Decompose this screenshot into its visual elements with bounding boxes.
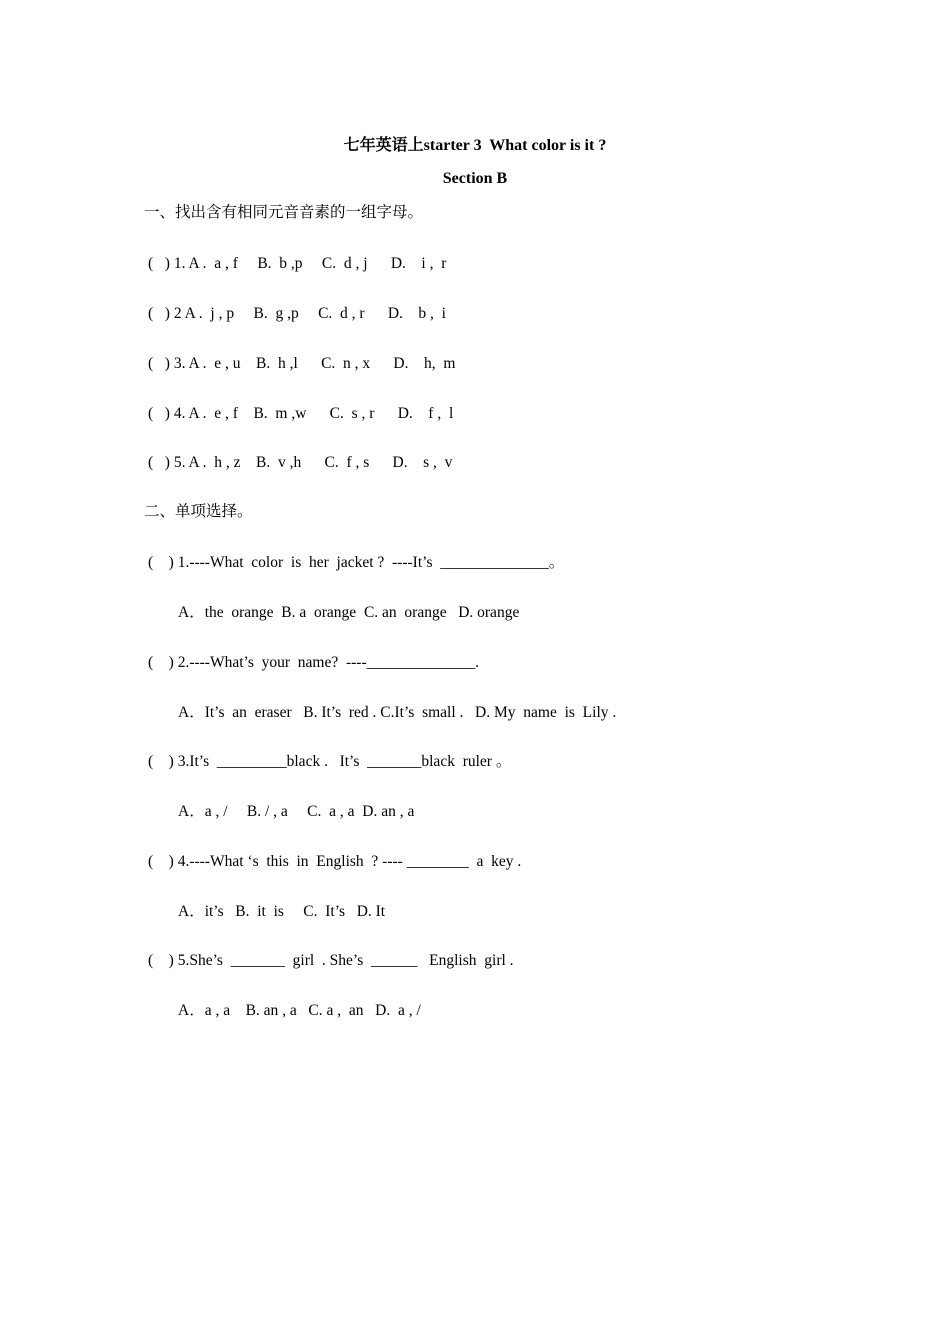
part2-options: A．a , / B. / , a C. a , a D. an , a (178, 803, 415, 820)
part2-question: ( ) 2.----What’s your name? ----______________. (148, 654, 480, 671)
part2-options: A．It’s an eraser B. It’s red . C.It’s small . D. My name is Lily . (178, 704, 617, 721)
part2-question: ( ) 3.It’s _________black . It’s _______black ruler 。 (148, 753, 512, 770)
part2-question: ( ) 1.----What color is her jacket ? ----It’s ______________。 (148, 554, 565, 571)
part2-options: A．a , a B. an , a C. a , an D. a , / (178, 1002, 421, 1019)
part1-question: ( ) 2 A . j , p B. g ,p C. d , r D. b , i (148, 305, 446, 322)
part1-question: ( ) 3. A . e , u B. h ,l C. n , x D. h, m (148, 355, 456, 372)
part1-heading: 一、找出含有相同元音音素的一组字母。 (144, 204, 424, 221)
part1-question: ( ) 5. A . h , z B. v ,h C. f , s D. s , v (148, 454, 453, 471)
part2-question: ( ) 4.----What ‘s this in English ? ---- ________ a key . (148, 853, 522, 870)
document-title: 七年英语上starter 3 What color is it ? (343, 137, 607, 154)
part2-heading: 二、单项选择。 (144, 503, 253, 520)
part1-question: ( ) 4. A . e , f B. m ,w C. s , r D. f , l (148, 405, 454, 422)
part2-question: ( ) 5.She’s _______ girl . She’s ______ English girl . (148, 952, 514, 969)
part2-options: A．it’s B. it is C. It’s D. It (178, 903, 386, 920)
part2-options: A．the orange B. a orange C. an orange D. orange (178, 604, 520, 621)
part1-question: ( ) 1. A . a , f B. b ,p C. d , j D. i , r (148, 255, 447, 272)
section-title: Section B (442, 170, 508, 187)
